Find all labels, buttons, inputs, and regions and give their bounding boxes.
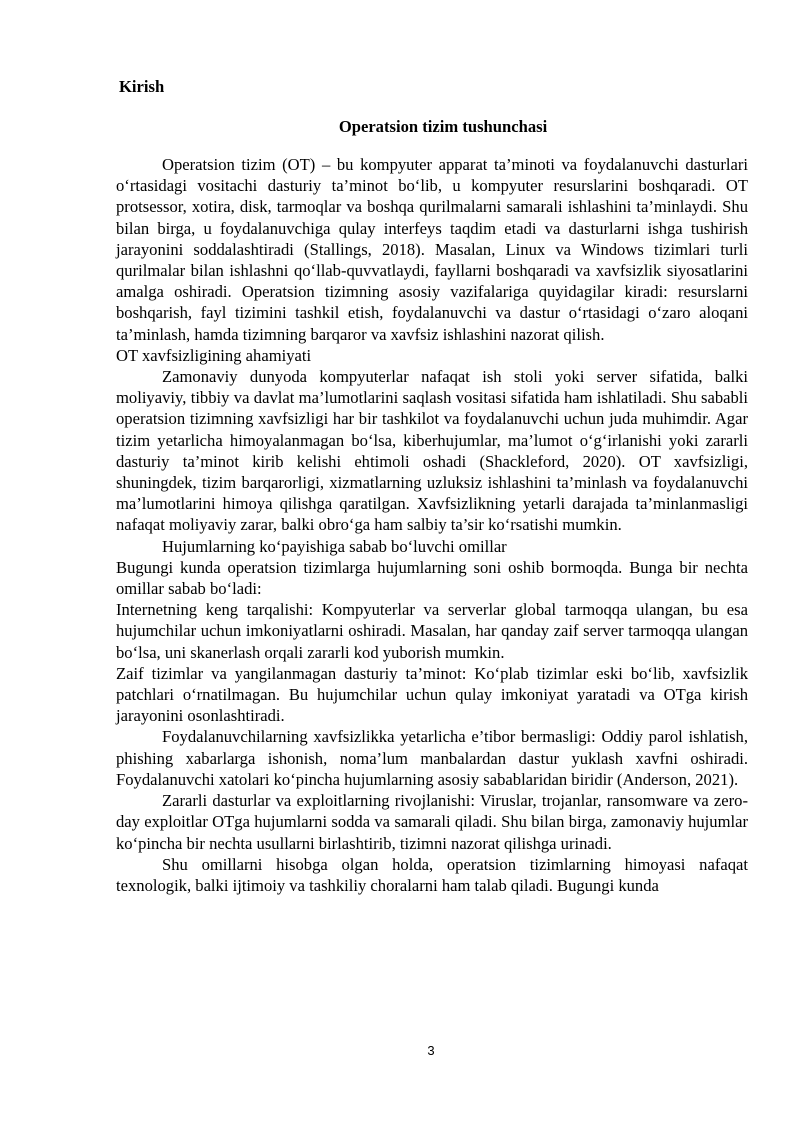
paragraph: Zararli dasturlar va exploitlarning rivojlanishi: Viruslar, trojanlar, ransomware va zero-day exploitlar OTga hujumlarni sodda va samarali qiladi. Shu bilan birga, zamonaviy hujumlar ko‘pincha bir nechta usullarni birlashtirib, tizimni nazorat qilishga urinadi. bbox=[116, 791, 748, 853]
document-body bbox=[116, 74, 748, 896]
paragraph-list bbox=[116, 154, 748, 896]
page-title: Operatsion tizim tushunchasi bbox=[338, 117, 548, 136]
paragraph: Zaif tizimlar va yangilanmagan dasturiy ta’minot: Ko‘plab tizimlar eski bo‘lib, xavfsizlik patchlari o‘rnatilmagan. Bu hujumchilar uchun qulay imkoniyat yaratadi va OTga kirish jarayonini osonlashtiradi. bbox=[116, 663, 748, 726]
paragraph: Bugungi kunda operatsion tizimlarga hujumlarning soni oshib bormoqda. Bunga bir nechta omillar sabab bo‘ladi: bbox=[116, 557, 748, 599]
paragraph: Zamonaviy dunyoda kompyuterlar nafaqat ish stoli yoki server sifatida, balki moliyaviy, tibbiy va davlat ma’lumotlarini saqlash vositasi sifatida ham ishlatiladi. Shu sababli operatsion tizimning xavfsizligi har bir tashkilot va foydalanuvchi uchun juda muhimdir. Agar tizim yetarlicha himoyalanmagan bo‘lsa, kiberhujumlar, ma’lumot o‘g‘irlanishi yoki zararli dasturiy ta’minot kirib kelishi ehtimoli oshadi (Shackleford, 2020). OT xavfsizligi, shuningdek, tizim barqarorligi, xizmatlarning uzluksiz ishlashini ta’minlash va foydalanuvchi ma’lumotlarini himoya qilishga qaratilgan. Xavfsizlikning yetarli darajada ta’minlanmasligi nafaqat moliyaviy zarar, balki obro‘ga ham salbiy ta’sir ko‘rsatishi mumkin. bbox=[116, 367, 748, 535]
paragraph: Internetning keng tarqalishi: Kompyuterlar va serverlar global tarmoqqa ulangan, bu esa hujumchilar uchun imkoniyatlarni oshiradi. Masalan, har qanday zaif server tarmoqqa ulangan bo‘lsa, uni skanerlash orqali zararli kod yuborish mumkin. bbox=[116, 600, 748, 662]
paragraph: Operatsion tizim (OT) – bu kompyuter apparat ta’minoti va foydalanuvchi dasturlari o‘rtasidagi vositachi dasturiy ta’minot bo‘lib, u kompyuter resurslarini boshqaradi. OT protsessor, xotira, disk, tarmoqlar va boshqa qurilmalarni samarali ishlashini ta’minlaydi. Shu bilan birga, u foydalanuvchiga qulay interfeys taqdim etadi va dasturlarni ishga tushirish jarayonini soddalashtiradi (Stallings, 2018). Masalan, Linux va Windows tizimlari turli qurilmalar bilan ishlashni qo‘llab-quvvatlaydi, fayllarni boshqaradi va xavfsizlik siyosatlarini amalga oshiradi. Operatsion tizimning asosiy vazifalariga quyidagilar kiradi: resurslarni boshqarish, fayl tizimini tashkil etish, foydalanuvchi va dastur o‘rtasidagi o‘zaro aloqani ta’minlash, hamda tizimning barqaror va xavfsiz ishlashini nazorat qilish. bbox=[116, 155, 748, 344]
subsection-title: Hujumlarning ko‘payishiga sabab bo‘luvchi omillar bbox=[162, 536, 507, 556]
subsection-title: OT xavfsizligining ahamiyati bbox=[116, 345, 312, 365]
paragraph: Foydalanuvchilarning xavfsizlikka yetarlicha e’tibor bermasligi: Oddiy parol ishlatish, phishing xabarlarga ishonish, noma’lum manbalardan dastur yuklash xavfni oshiradi. Foydalanuvchi xatolari ko‘pincha hujumlarning asosiy sabablaridan biridir (Anderson, 2021). bbox=[116, 727, 748, 789]
page-number: 3 bbox=[427, 1043, 435, 1058]
paragraph: Shu omillarni hisobga olgan holda, operatsion tizimlarning himoyasi nafaqat texnologik, balki ijtimoiy va tashkiliy choralarni ham talab qiladi. Bugungi kunda bbox=[116, 854, 748, 895]
section-heading: Kirish bbox=[119, 77, 165, 96]
